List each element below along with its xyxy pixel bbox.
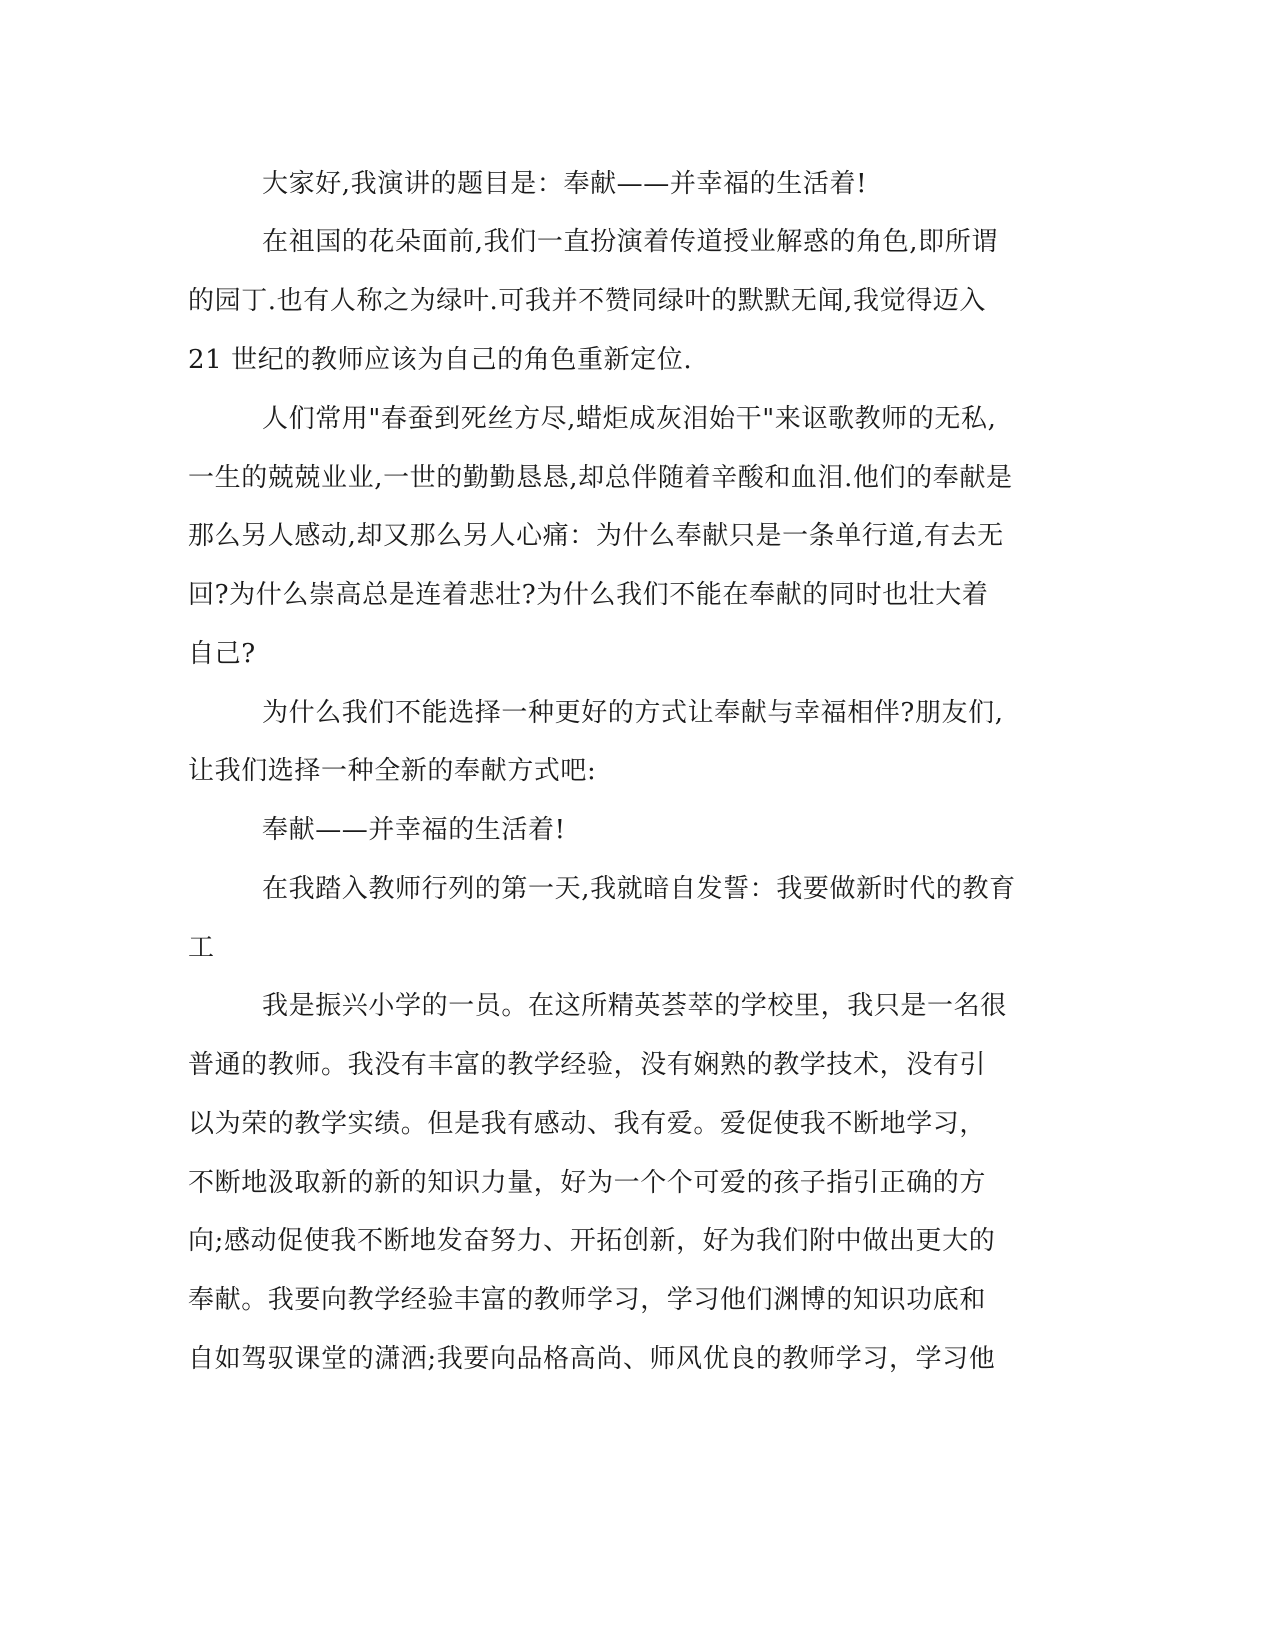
text-line: 大家好,我演讲的题目是：奉献——并幸福的生活着! [262,169,868,199]
text-line: 自如驾驭课堂的潇洒;我要向品格高尚、师风优良的教师学习，学习他 [188,1344,996,1374]
text-line: 向;感动促使我不断地发奋努力、开拓创新，好为我们附中做出更大的 [188,1226,996,1256]
text-line: 普通的教师。我没有丰富的教学经验，没有娴熟的教学技术，没有引 [188,1050,987,1080]
text-line: 为什么我们不能选择一种更好的方式让奉献与幸福相伴?朋友们, [262,698,1004,728]
text-line: 在祖国的花朵面前,我们一直扮演着传道授业解惑的角色,即所谓 [262,227,998,257]
text-line: 我是振兴小学的一员。在这所精英荟萃的学校里，我只是一名很 [262,991,1007,1021]
text-line: 回?为什么崇高总是连着悲壮?为什么我们不能在奉献的同时也壮大着 [188,580,989,610]
text-line: 一生的兢兢业业,一世的勤勤恳恳,却总伴随着辛酸和血泪.他们的奉献是 [188,463,1013,493]
text-line: 人们常用"春蚕到死丝方尽,蜡炬成灰泪始干"来讴歌教师的无私, [262,404,997,434]
text-line: 让我们选择一种全新的奉献方式吧: [188,756,597,786]
text-line: 工 [188,933,215,963]
text-line: 不断地汲取新的新的知识力量，好为一个个可爱的孩子指引正确的方 [188,1168,987,1198]
text-line: 以为荣的教学实绩。但是我有感动、我有爱。爱促使我不断地学习， [188,1109,987,1139]
text-line: 21 世纪的教师应该为自己的角色重新定位. [188,345,693,375]
text-line: 那么另人感动,却又那么另人心痛：为什么奉献只是一条单行道,有去无 [188,521,1004,551]
text-line: 奉献。我要向教学经验丰富的教师学习，学习他们渊博的知识功底和 [188,1285,987,1315]
text-line: 的园丁.也有人称之为绿叶.可我并不赞同绿叶的默默无闻,我觉得迈入 [188,286,986,316]
text-line: 奉献——并幸福的生活着! [262,815,566,845]
text-line: 自己? [188,639,256,669]
text-line: 在我踏入教师行列的第一天,我就暗自发誓：我要做新时代的教育 [262,874,1016,904]
